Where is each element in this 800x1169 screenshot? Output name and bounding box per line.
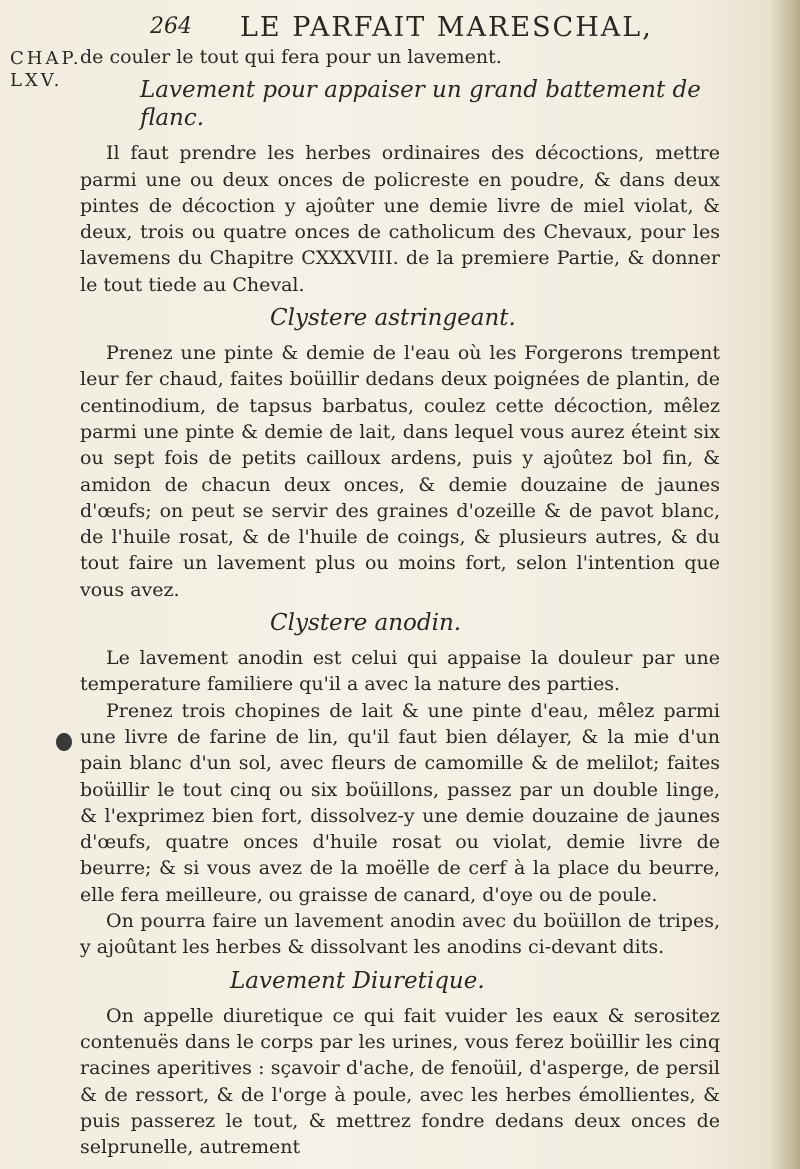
paragraph: Le lavement anodin est celui qui appaise la douleur par une temperature familiere qu'il a avec la nature des parties. bbox=[80, 647, 720, 696]
chapter-margin-label bbox=[10, 48, 82, 92]
section-heading: Clystere astringeant. bbox=[270, 305, 516, 332]
running-title: LE PARFAIT MARESCHAL, bbox=[240, 12, 653, 43]
ink-blot-ornament bbox=[56, 733, 72, 751]
page-edge-shadow bbox=[770, 0, 800, 1169]
continuation-line: de couler le tout qui fera pour un lavement. bbox=[80, 46, 502, 68]
chapter-number: LXV. bbox=[10, 70, 63, 91]
section-heading: Lavement pour appaiser un grand battement de flanc. bbox=[140, 77, 701, 132]
section-heading: Lavement Diuretique. bbox=[230, 967, 485, 994]
paragraph: Il faut prendre les herbes ordinaires des décoctions, mettre parmi une ou deux onces de policreste en poudre, & dans deux pintes de décoction y ajoûter une demie livre de miel violat, & deux, trois ou quatre onces de catholicum des Chevaux, pour les lavemens du Chapitre CXXXVIII. de la premiere Partie, & donner le tout tiede au Cheval. bbox=[80, 142, 720, 296]
paragraph: On appelle diuretique ce qui fait vuider les eaux & serositez contenuës dans le corps par les urines, vous ferez boüillir les cinq racines aperitives : sçavoir d'ache, de fenoüil, d'asperge, de persil & de ressort, & de l'orge à poule, avec les herbes émollientes, & puis passerez le tout, & mettrez fondre dedans deux onces de selprunelle, autrement bbox=[80, 1004, 720, 1159]
paragraph: Prenez une pinte & demie de l'eau où les Forgerons trempent leur fer chaud, faites boüillir dedans deux poignées de plantin, de centinodium, de tapsus barbatus, coulez cette décoction, mêlez parmi une pinte & demie de lait, dans lequel vous aurez éteint six ou sept fois de petits cailloux ardens, puis y ajoûtez bol fin, & amidon de chacun deux onces, & demie douzaine de jaunes d'œufs; on peut se servir des graines d'ozeille & de pavot blanc, de l'huile rosat, & de l'huile de coings, & plusieurs autres, & du tout faire un lavement plus ou moins fort, selon l'intention que vous avez. bbox=[80, 342, 720, 601]
page-number: 264 bbox=[150, 14, 192, 39]
chapter-label: CHAP. bbox=[10, 48, 82, 69]
paragraph: Prenez trois chopines de lait & une pinte d'eau, mêlez parmi une livre de farine de lin, qu'il faut bien délayer, & la mie d'un pain blanc d'un sol, avec fleurs de camomille & de melilot; faites boüillir le tout cinq ou six boüillons, passez par un double linge, & l'exprimez bien fort, dissolvez-y une demie douzaine de jaunes d'œufs, quatre onces d'huile rosat ou violat, demie livre de beurre; & si vous avez de la moëlle de cerf à la place du beurre, elle fera meilleure, ou graisse de canard, d'oye ou de poule. bbox=[80, 699, 720, 906]
page-header bbox=[150, 12, 710, 46]
page-body bbox=[80, 44, 720, 1160]
section-heading: Clystere anodin. bbox=[270, 610, 462, 637]
paragraph: On pourra faire un lavement anodin avec du boüillon de tripes, y ajoûtant les herbes & dissolvant les anodins ci-devant dits. bbox=[80, 910, 720, 959]
